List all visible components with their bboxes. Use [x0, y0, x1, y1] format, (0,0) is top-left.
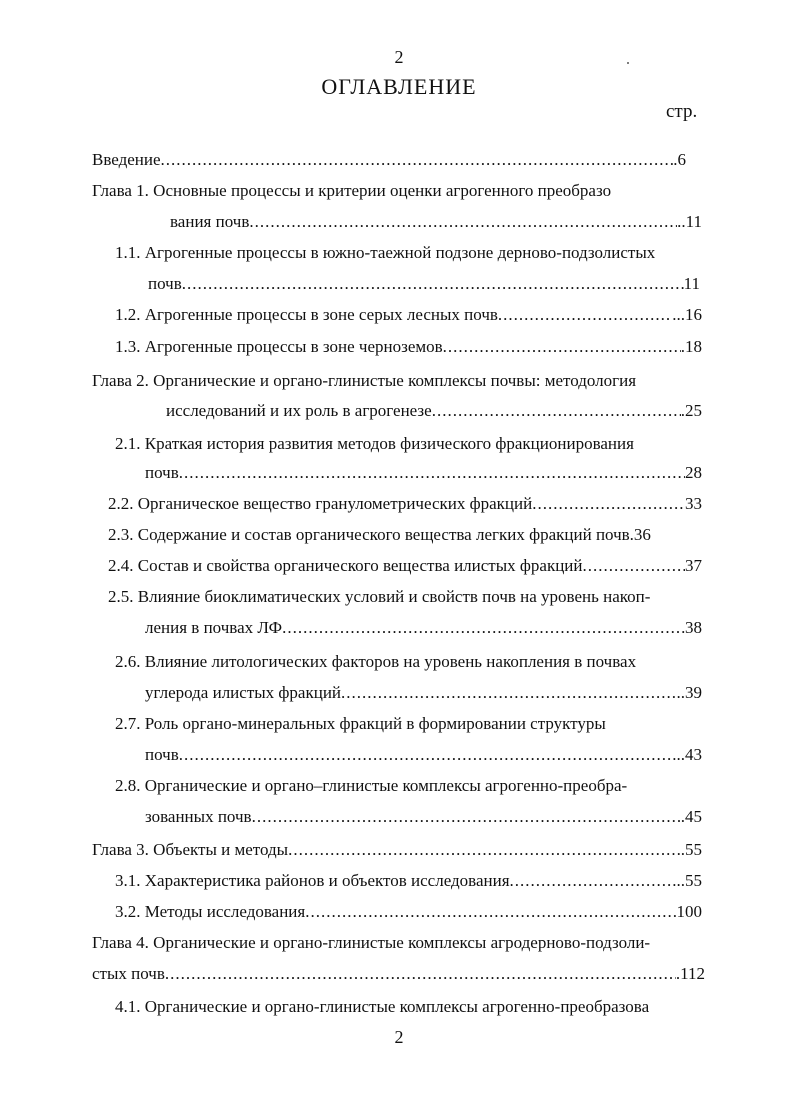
toc-line: почв ..... ..43 [145, 745, 702, 765]
toc-line: 1.3. Агрогенные процессы в зоне черноземов ..... .18 [115, 337, 702, 357]
page-number-top: 2 [394, 47, 404, 67]
toc-line: 2.4. Состав и свойства органического вещества илистых фракций ..... 37 [108, 556, 702, 576]
toc-line: 2.3. Содержание и состав органического вещества легких фракций почв.36 [108, 525, 651, 544]
toc-line: Глава 3. Объекты и методы ..... .55 [92, 840, 702, 860]
toc-line: Глава 2. Органические и органо-глинистые комплексы почвы: методология [92, 371, 637, 390]
page-title: ОГЛАВЛЕНИЕ [321, 74, 477, 99]
toc-line: 2.1. Краткая история развития методов физического фракционирования [115, 434, 634, 453]
toc-line: вания почв ..... ..11 [170, 212, 702, 232]
toc-line: 1.2. Агрогенные процессы в зоне серых лесных почв ..... ...16 [115, 305, 702, 325]
toc-line: Введение ..... .6 [92, 150, 686, 170]
toc-line: почв ..... 28 [145, 463, 702, 483]
page-column-label: стр. [666, 101, 698, 122]
toc-line: почв ..... 11 [148, 274, 700, 294]
toc-line: 3.1. Характеристика районов и объектов исследования ..... ..55 [115, 871, 702, 891]
toc-line: стых почв ..... .112 [92, 964, 705, 984]
toc-line: 2.7. Роль органо-минеральных фракций в формировании структуры [115, 714, 606, 733]
toc-line: ления в почвах ЛФ ..... 38 [145, 618, 702, 638]
toc-line: 2.6. Влияние литологических факторов на уровень накопления в почвах [115, 652, 637, 671]
page-number-bottom: 2 [394, 1027, 404, 1047]
toc-line: 3.2. Методы исследования ..... 100 [115, 902, 702, 922]
toc-line: 2.8. Органические и органо–глинистые комплексы агрогенно-преобра- [115, 776, 628, 795]
toc-line: 2.2. Органическое вещество гранулометрических фракций ..... 33 [108, 494, 702, 514]
toc-line: Глава 4. Органические и органо-глинистые комплексы агродерново-подзоли- [92, 933, 651, 952]
toc-line: Глава 1. Основные процессы и критерии оценки агрогенного преобразо [92, 181, 612, 200]
toc-line: 1.1. Агрогенные процессы в южно-таежной подзоне дерново-подзолистых [115, 243, 656, 262]
toc-line: углерода илистых фракций ..... ..39 [145, 683, 702, 703]
toc-line: 2.5. Влияние биоклиматических условий и свойств почв на уровень накоп- [108, 587, 651, 606]
toc-line: исследований и их роль в агрогенезе ..... .25 [166, 401, 702, 421]
toc-line: зованных почв ..... .45 [145, 807, 702, 827]
toc-line: 4.1. Органические и органо-глинистые комплексы агрогенно-преобразова [115, 997, 650, 1016]
